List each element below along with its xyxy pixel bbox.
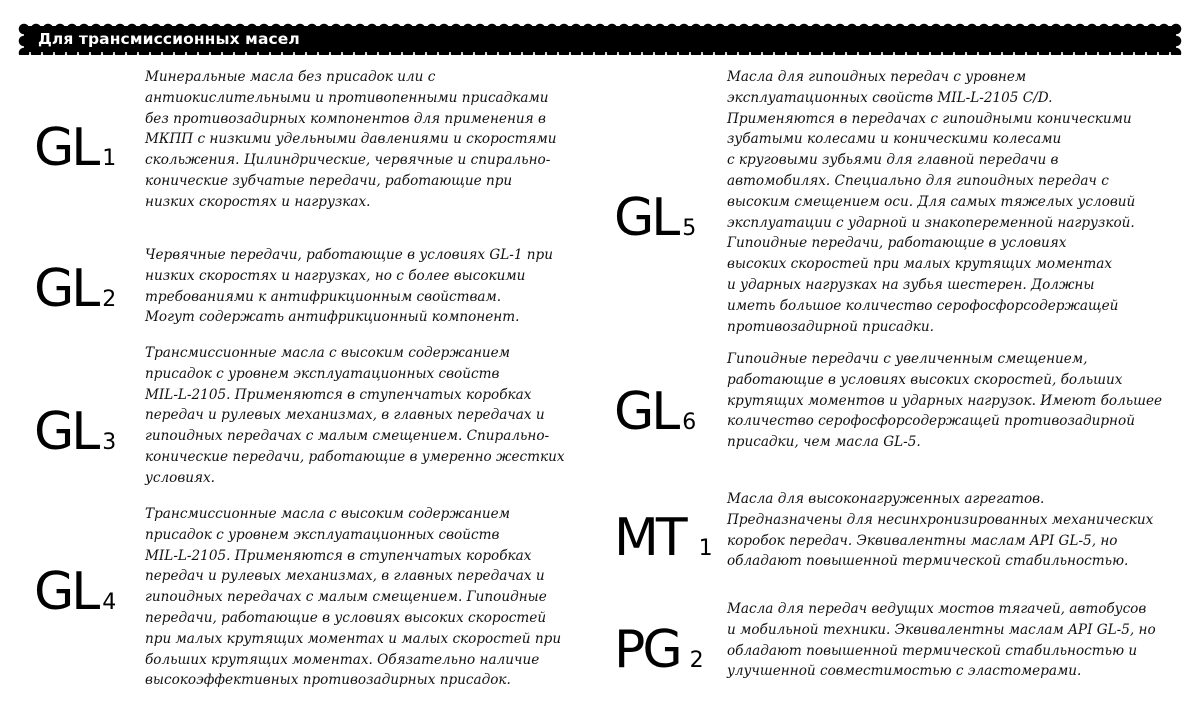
class-code-label: PG [614, 620, 680, 680]
class-code-gl4 [34, 562, 117, 622]
class-code-pg2 [614, 620, 704, 680]
class-description-mt1: Масла для высоконагруженных агрегатов. Предназначены для несинхронизированных механических коробок передач. Эквивалентны маслам API GL-5, но обладают повышенной термической стабильностью. [727, 491, 1154, 570]
class-description-gl6: Гипоидные передачи с увеличенным смещением, работающие в условиях высоких скоростей, больших крутящих моментов и ударных нагрузок. Имеют большее количество серофосфорсодержащей противозадирной присадки, чем масла GL-5. [727, 351, 1163, 451]
class-code-label: GL [34, 402, 98, 462]
class-code-index: 3 [102, 430, 117, 455]
class-code-index: 2 [689, 648, 704, 673]
class-code-gl5 [614, 188, 697, 248]
class-code-index: 6 [682, 410, 697, 435]
class-description-gl5: Масла для гипоидных передач с уровнем эксплуатационных свойств MIL-L-2105 C/D. Применяются в передачах с гипоидными коническими зубатыми колесами и коническими колесами с круговыми зубьями для главной передачи в автомобилях. Специально для гипоидных передач с высоким смещением оси. Для самых тяжелых условий эксплуатации с ударной и знакопеременной нагрузкой. Гипоидные передачи, работающие в условиях высоких скоростей при малых крутящих моментах и ударных нагрузках на зубья шестерен. Должны иметь большое количество серофосфорсодержащей противозадирной присадки. [727, 69, 1136, 335]
class-code-gl3 [34, 402, 117, 462]
class-code-label: GL [614, 382, 678, 442]
class-code-mt1 [614, 508, 713, 568]
class-code-gl6 [614, 382, 697, 442]
class-description-gl2: Червячные передачи, работающие в условиях GL-1 при низких скоростях и нагрузках, но с более высокими требованиями к антифрикционным свойствам. Могут содержать антифрикционный компонент. [145, 247, 553, 326]
class-description-pg2: Масла для передач ведущих мостов тягачей, автобусов и мобильной техники. Эквивалентны маслам API GL-5, но обладают повышенной термической стабильностью и улучшенной совместимостью с эластомерами. [727, 601, 1156, 680]
section-title: Для трансмиссионных масел [38, 30, 300, 48]
class-code-label: MT [614, 508, 685, 568]
class-code-index: 4 [102, 590, 117, 615]
class-code-gl2 [34, 259, 117, 319]
class-description-gl3: Трансмиссионные масла с высоким содержанием присадок с уровнем эксплуатационных свойств MIL-L-2105. Применяются в ступенчатых коробках передач и рулевых механизмах, в главных передачах и гипоидных передачах с малым смещением. Спирально- конические передачи, работающие в умеренно жестких условиях. [145, 345, 565, 486]
class-code-gl1 [34, 118, 117, 178]
class-description-gl4: Трансмиссионные масла с высоким содержанием присадок с уровнем эксплуатационных свойств MIL-L-2105. Применяются в ступенчатых коробках передач и рулевых механизмах, в главных передачах и гипоидных передачах с малым смещением. Гипоидные передачи, работающие в условиях высоких скоростей при малых крутящих моментах и малых скоростей при больших крутящих моментах. Обязательно наличие высокоэффективных противозадирных присадок. [145, 506, 562, 689]
class-code-label: GL [34, 562, 98, 622]
class-description-gl1: Минеральные масла без присадок или с антиокислительными и противопенными присадками без противозадирных компонентов для применения в МКПП с низкими удельными давлениями и скоростями скольжения. Цилиндрические, червячные и спирально- конические зубчатые передачи, работающие при низких скоростях и нагрузках. [145, 69, 557, 210]
class-code-label: GL [34, 118, 98, 178]
class-code-index: 1 [102, 146, 117, 171]
class-code-index: 5 [682, 216, 697, 241]
class-code-label: GL [34, 259, 98, 319]
class-code-label: GL [614, 188, 678, 248]
class-code-index: 2 [102, 287, 117, 312]
class-code-index: 1 [698, 536, 713, 561]
